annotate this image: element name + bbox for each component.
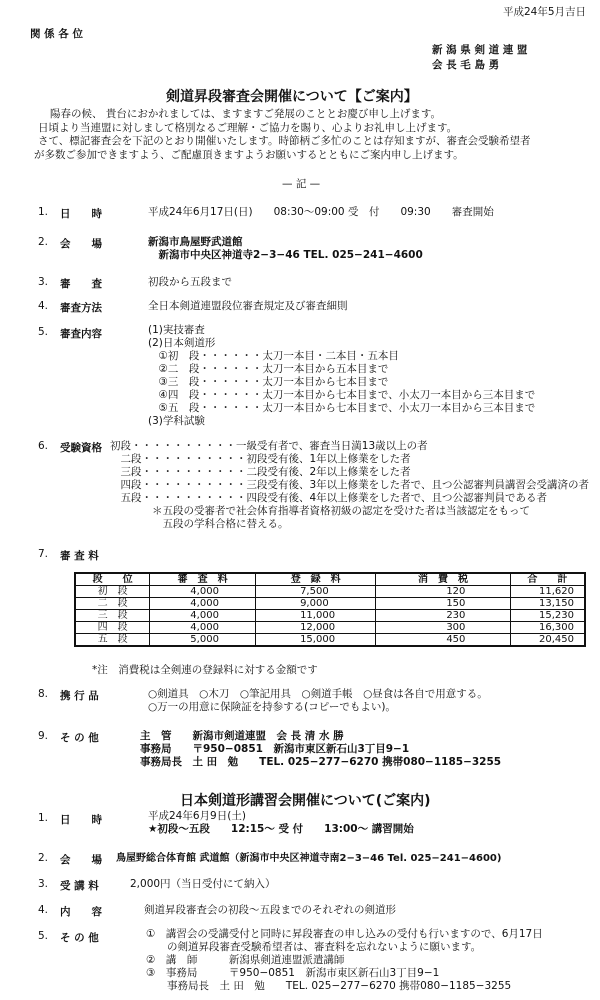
president-name: 会 長 毛 島 勇 [432, 59, 500, 71]
item-label: 審 査 [60, 278, 102, 290]
item-value: 平成24年6月9日(土) [148, 810, 246, 822]
item-value: 剣道昇段審査会の初段〜五段までのそれぞれの剣道形 [144, 904, 396, 916]
column-header: 合 計 [510, 573, 585, 586]
item-label: 審査内容 [60, 328, 102, 340]
item-label: 受験資格 [60, 442, 102, 454]
grade-cell: 五 段 [75, 634, 150, 647]
intro-line: さて、標記審査会を下記のとおり開催いたします。時節柄ご多忙のことは存知ますが、審査会受験希望者 [38, 135, 531, 147]
item-label: 審査方法 [60, 302, 102, 314]
registration-fee-cell: 15,000 [256, 634, 376, 647]
qualification-line: 五段の学科合格に替える。 [110, 518, 289, 530]
item-value: ④四 段・・・・・・太刀一本目から七本目まで、小太刀一本目から三本目まで [148, 389, 536, 401]
item-value: 新潟市中央区神道寺2−3−46 TEL. 025−241−4600 [148, 249, 423, 261]
item-value: (3)学科試験 [148, 415, 205, 427]
item-value: ② 講 師 新潟県剣道連盟派遣講師 [146, 954, 345, 966]
exam-fee-cell: 4,000 [150, 586, 256, 598]
tax-cell: 450 [376, 634, 510, 647]
item-value: ⑤五 段・・・・・・太刀一本目から七本目まで、小太刀一本目から三本目まで [148, 402, 536, 414]
item-number: 6. [38, 440, 49, 452]
exam-fee-cell: 4,000 [150, 610, 256, 622]
item-label: 内 容 [60, 906, 102, 918]
item-value: 初段から五段まで [148, 276, 232, 288]
item-number: 4. [38, 300, 49, 312]
total-cell: 16,300 [510, 622, 585, 634]
fee-table [74, 572, 586, 647]
total-cell: 20,450 [510, 634, 585, 647]
contact-line: 主 管 新潟市剣道連盟 会 長 清 水 勝 [140, 730, 344, 742]
second-title: 日本剣道形講習会開催について(ご案内) [180, 793, 431, 809]
ki-heading: — 記 — [282, 178, 321, 190]
contact-line: 事務局 〒950−0851 新潟市東区新石山3丁目9−1 [140, 743, 410, 755]
item-number: 2. [38, 852, 49, 864]
qualification-line: 三段・・・・・・・・・・二段受有後、2年以上修業をした者 [110, 466, 411, 478]
grade-cell: 四 段 [75, 622, 150, 634]
contact-line: 事務局長 土 田 勉 TEL. 025−277−6270 携帯080−1185−3255 [140, 756, 502, 768]
fee-note: *注 消費税は全剣連の登録料に対する金額です [92, 664, 318, 676]
qualification-line: ＊五段の受審者で社会体育指導者資格初級の認定を受けた者は当該認定をもって [110, 505, 530, 517]
intro-line: 陽春の候、 貴台におかれましては、ますますご発展のこととお慶び申し上げます。 [50, 108, 441, 120]
tax-cell: 120 [376, 586, 510, 598]
item-label: 審 査 料 [60, 550, 99, 562]
item-number: 2. [38, 236, 49, 248]
item-label: 会 場 [60, 238, 102, 250]
item-number: 5. [38, 326, 49, 338]
column-header: 段 位 [75, 573, 150, 586]
item-value: の剣道昇段審査受験希望者は、審査料を忘れないように願います。 [146, 941, 482, 953]
item-number: 3. [38, 276, 49, 288]
registration-fee-cell: 9,000 [256, 598, 376, 610]
exam-fee-cell: 5,000 [150, 634, 256, 647]
belongings-line: ○剣道具 ○木刀 ○筆記用具 ○剣道手帳 ○昼食は各自で用意する。 [148, 688, 488, 700]
item-number: 7. [38, 548, 49, 560]
item-number: 1. [38, 812, 49, 824]
grade-cell: 初 段 [75, 586, 150, 598]
table-row [75, 634, 585, 647]
table-row [75, 622, 585, 634]
exam-fee-cell: 4,000 [150, 622, 256, 634]
item-label: そ の 他 [60, 932, 99, 944]
fee-table-header [75, 573, 585, 586]
item-number: 4. [38, 904, 49, 916]
item-value: 2,000円（当日受付にて納入） [130, 878, 276, 890]
exam-fee-cell: 4,000 [150, 598, 256, 610]
tax-cell: 300 [376, 622, 510, 634]
item-value: ①初 段・・・・・・太刀一本目・二本目・五本目 [148, 350, 399, 362]
item-value: (1)実技審査 [148, 324, 205, 336]
item-number: 8. [38, 688, 49, 700]
table-row [75, 598, 585, 610]
item-value: 事務局長 土 田 勉 TEL. 025−277−6270 携帯080−1185−3255 [146, 980, 512, 992]
total-cell: 13,150 [510, 598, 585, 610]
registration-fee-cell: 11,000 [256, 610, 376, 622]
item-value: 鳥屋野総合体育館 武道館（新潟市中央区神道寺南2−3−46 Tel. 025−241−4600) [116, 853, 502, 864]
qualification-line: 四段・・・・・・・・・・三段受有後、3年以上修業をした者で、且つ公認審判員講習会受講済の者 [110, 479, 589, 491]
tax-cell: 150 [376, 598, 510, 610]
tax-cell: 230 [376, 610, 510, 622]
item-label: 日 時 [60, 814, 102, 826]
grade-cell: 二 段 [75, 598, 150, 610]
item-label: そ の 他 [60, 732, 99, 744]
item-value: ②二 段・・・・・・太刀一本目から五本目まで [148, 363, 389, 375]
qualification-line: 初段・・・・・・・・・・一級受有者で、審査当日満13歳以上の者 [110, 440, 428, 452]
column-header: 登 録 料 [256, 573, 376, 586]
item-value: 全日本剣道連盟段位審査規定及び審査細則 [148, 300, 348, 312]
registration-fee-cell: 7,500 [256, 586, 376, 598]
column-header: 審 査 料 [150, 573, 256, 586]
intro-paragraph [34, 108, 586, 162]
intro-line: が多数ご参加できますよう、ご配慮頂きますようお願いするとともにご案内申し上げます。 [34, 148, 464, 161]
qualification-line: 五段・・・・・・・・・・四段受有後、4年以上修業をした者で、且つ公認審判員である者 [110, 492, 547, 504]
belongings-line: ○万一の用意に保険証を持参する(コピーでもよい)。 [148, 701, 396, 713]
grade-cell: 三 段 [75, 610, 150, 622]
item-value: ③三 段・・・・・・太刀一本目から七本目まで [148, 376, 389, 388]
document-date: 平成24年5月吉日 [502, 6, 586, 18]
recipients: 関 係 各 位 [30, 28, 83, 40]
total-cell: 15,230 [510, 610, 585, 622]
item-value: ③ 事務局 〒950−0851 新潟市東区新石山3丁目9−1 [146, 967, 440, 979]
item-value: 平成24年6月17日(日) 08:30〜09:00 受 付 09:30 審査開始 [148, 206, 494, 218]
item-value: 新潟市鳥屋野武道館 [148, 236, 243, 248]
table-row [75, 586, 585, 598]
main-title: 剣道昇段審査会開催について【ご案内】 [166, 89, 418, 105]
item-number: 5. [38, 930, 49, 942]
registration-fee-cell: 12,000 [256, 622, 376, 634]
item-label: 会 場 [60, 854, 102, 866]
column-header: 消 費 税 [376, 573, 510, 586]
organization-name: 新 潟 県 剣 道 連 盟 [432, 44, 528, 56]
item-value: (2)日本剣道形 [148, 337, 216, 349]
item-label: 携 行 品 [60, 690, 99, 702]
table-row [75, 610, 585, 622]
total-cell: 11,620 [510, 586, 585, 598]
item-number: 1. [38, 206, 49, 218]
intro-line: 日頃より当連盟に対しまして格別なるご理解・ご協力を賜り、心よりお礼申し上げます。 [38, 121, 458, 134]
item-label: 受 講 料 [60, 880, 99, 892]
item-label: 日 時 [60, 208, 102, 220]
item-value: ★初段〜五段 12:15〜 受 付 13:00〜 講習開始 [148, 823, 414, 835]
item-number: 9. [38, 730, 49, 742]
qualification-line: 二段・・・・・・・・・・初段受有後、1年以上修業をした者 [110, 453, 411, 465]
item-number: 3. [38, 878, 49, 890]
item-value: ① 講習会の受講受付と同時に昇段審査の申し込みの受付も行いますので、6月17日 [146, 928, 543, 940]
